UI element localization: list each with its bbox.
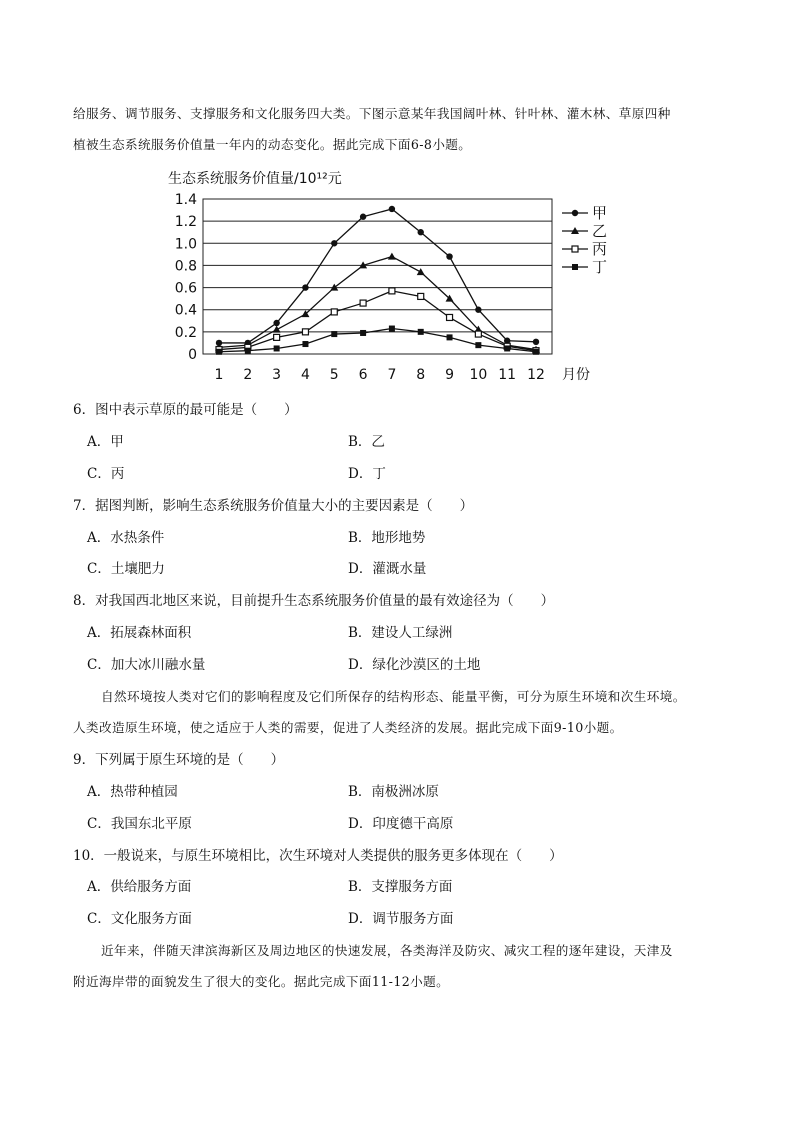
data-point-series-4	[302, 341, 308, 347]
passage2-line1: 自然环境按人类对它们的影响程度及它们所保存的结构形态、能量平衡，可分为原生环境和次生环境。	[101, 689, 686, 704]
question-10-option-c[interactable]: C．文化服务方面	[87, 911, 192, 927]
y-tick-label: 0.4	[174, 302, 197, 319]
legend-label: 甲	[592, 204, 608, 222]
data-point-series-3	[418, 293, 424, 299]
question-7-option-a[interactable]: A．水热条件	[87, 530, 165, 546]
data-point-series-1	[302, 284, 308, 290]
question-7-option-b[interactable]: B．地形地势	[348, 530, 426, 546]
question-8-option-d[interactable]: D．绿化沙漠区的土地	[348, 657, 481, 673]
question-9-option-b[interactable]: B．南极洲冰原	[348, 784, 439, 800]
data-point-series-3	[331, 309, 337, 315]
question-6-option-c[interactable]: C．丙	[87, 466, 125, 482]
x-tick-label: 7	[387, 367, 397, 383]
data-point-series-4	[245, 348, 251, 354]
question-6-stem: 6．图中表示草原的最可能是（ ）	[73, 402, 298, 418]
data-point-series-4	[216, 349, 222, 355]
y-tick-label: 1.2	[174, 214, 197, 231]
data-point-series-1	[533, 339, 539, 345]
x-tick-label: 12	[527, 367, 545, 383]
question-6-option-b[interactable]: B．乙	[348, 434, 385, 450]
data-point-series-3	[274, 334, 280, 340]
question-9-option-a[interactable]: A．热带种植园	[87, 784, 178, 800]
question-10-option-a[interactable]: A．供给服务方面	[87, 879, 192, 895]
legend-marker	[572, 264, 578, 270]
question-9-option-d[interactable]: D．印度德干高原	[348, 816, 454, 832]
data-point-series-4	[447, 334, 453, 340]
data-point-series-1	[446, 253, 452, 259]
chart-title: 生态系统服务价值量/10¹²元	[168, 171, 342, 187]
question-7-stem: 7．据图判断，影响生态系统服务价值量大小的主要因素是（ ）	[73, 498, 474, 514]
y-tick-label: 0.8	[174, 258, 197, 275]
x-tick-label: 9	[445, 367, 455, 383]
data-point-series-3	[302, 329, 308, 335]
data-point-series-4	[533, 349, 539, 355]
legend-label: 乙	[592, 222, 608, 240]
data-point-series-3	[389, 288, 395, 294]
x-tick-label: 6	[358, 367, 368, 383]
question-10-stem: 10．一般说来，与原生环境相比，次生环境对人类提供的服务更多体现在（ ）	[73, 848, 563, 864]
x-tick-label: 1	[214, 367, 224, 383]
x-tick-label: 4	[300, 367, 310, 383]
question-8-option-b[interactable]: B．建设人工绿洲	[348, 625, 453, 641]
question-7-option-d[interactable]: D．灌溉水量	[348, 561, 427, 577]
question-10-option-d[interactable]: D．调节服务方面	[348, 911, 454, 927]
data-point-series-3	[475, 331, 481, 337]
data-point-series-4	[274, 345, 280, 351]
data-point-series-4	[389, 326, 395, 332]
data-point-series-4	[504, 345, 510, 351]
legend-label: 丙	[592, 240, 608, 258]
question-9-option-c[interactable]: C．我国东北平原	[87, 816, 192, 832]
x-tick-label: 11	[498, 367, 517, 383]
data-point-series-4	[418, 329, 424, 335]
passage1-line2: 植被生态系统服务价值量一年内的动态变化。据此完成下面6-8小题。	[73, 137, 472, 152]
x-tick-label: 10	[469, 367, 488, 383]
data-point-series-4	[331, 331, 337, 337]
passage1-line1: 给服务、调节服务、支撑服务和文化服务四大类。下图示意某年我国阔叶林、针叶林、灌木林、草原四种	[73, 106, 671, 121]
data-point-series-1	[360, 214, 366, 220]
legend-marker	[572, 246, 578, 252]
question-8-stem: 8．对我国西北地区来说，目前提升生态系统服务价值量的最有效途径为（ ）	[73, 593, 555, 609]
data-point-series-1	[475, 307, 481, 313]
x-tick-label: 8	[416, 367, 426, 383]
y-tick-label: 1.4	[174, 192, 197, 208]
passage3-line2: 附近海岸带的面貌发生了很大的变化。据此完成下面11-12小题。	[73, 974, 450, 989]
y-tick-label: 0	[188, 347, 197, 363]
data-point-series-3	[360, 300, 366, 306]
data-point-series-1	[418, 229, 424, 235]
data-point-series-4	[360, 330, 366, 336]
passage3-line1: 近年来，伴随天津滨海新区及周边地区的快速发展，各类海洋及防灾、减灾工程的逐年建设，天津及	[101, 943, 673, 958]
x-tick-label: 2	[243, 367, 253, 383]
question-9-stem: 9．下列属于原生环境的是（ ）	[73, 752, 285, 768]
data-point-series-1	[273, 320, 279, 326]
passage2-line2: 人类改造原生环境，使之适应于人类的需要，促进了人类经济的发展。据此完成下面9-10小题。	[73, 720, 623, 735]
data-point-series-1	[389, 206, 395, 212]
question-8-option-a[interactable]: A．拓展森林面积	[87, 625, 192, 641]
question-6-option-d[interactable]: D．丁	[348, 466, 386, 482]
question-8-option-c[interactable]: C．加大冰川融水量	[87, 657, 206, 673]
data-point-series-3	[447, 314, 453, 320]
question-7-option-c[interactable]: C．土壤肥力	[87, 561, 165, 577]
legend-marker	[572, 210, 578, 216]
y-tick-label: 0.6	[174, 280, 197, 297]
line-chart	[160, 163, 630, 385]
legend-label: 丁	[592, 258, 608, 276]
y-tick-label: 1.0	[174, 236, 197, 253]
data-point-series-4	[475, 342, 481, 348]
question-10-option-b[interactable]: B．支撑服务方面	[348, 879, 453, 895]
y-tick-label: 0.2	[174, 324, 197, 341]
data-point-series-1	[331, 240, 337, 246]
x-tick-label: 3	[272, 367, 282, 383]
x-axis-label: 月份	[562, 367, 590, 383]
x-tick-label: 5	[329, 367, 339, 383]
question-6-option-a[interactable]: A．甲	[87, 434, 124, 450]
